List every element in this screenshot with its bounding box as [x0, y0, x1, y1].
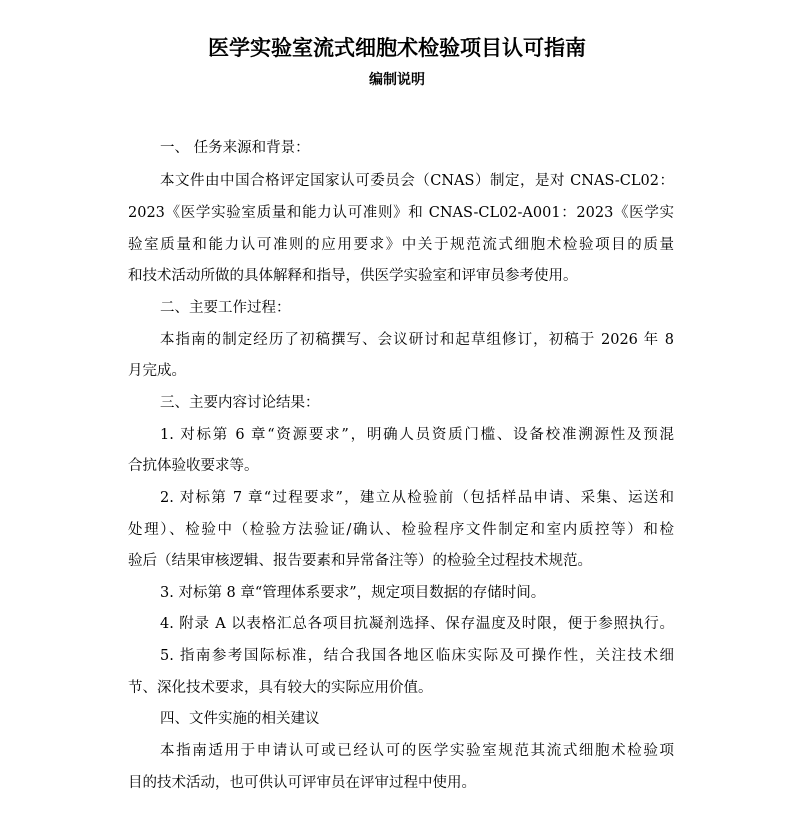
section-heading-1: 一、 任务来源和背景：: [160, 140, 310, 156]
paragraph-line: 本指南适用于申请认可或已经认可的医学实验室规范其流式细胞术检验项: [160, 743, 674, 759]
list-item-line: 1. 对标第 6 章“资源要求”，明确人员资质门槛、设备校准溯源性及预混: [160, 427, 674, 443]
list-item-line: 节、深化技术要求，具有较大的实际应用价值。: [128, 680, 433, 696]
list-item-line: 3. 对标第 8 章“管理体系要求”，规定项目数据的存储时间。: [160, 585, 546, 601]
list-item-line: 验后（结果审核逻辑、报告要素和异常备注等）的检验全过程技术规范。: [128, 553, 592, 569]
list-item-line: 合抗体验收要求等。: [128, 458, 259, 474]
list-item-line: 5. 指南参考国际标准，结合我国各地区临床实际及可操作性，关注技术细: [160, 648, 674, 664]
document-subtitle: 编制说明: [369, 72, 425, 88]
paragraph-line: 目的技术活动，也可供认可评审员在评审过程中使用。: [128, 775, 476, 791]
paragraph-line: 月完成。: [128, 363, 186, 379]
list-item-line: 2. 对标第 7 章“过程要求”，建立从检验前（包括样品申请、采集、运送和: [160, 490, 674, 506]
paragraph-line: 和技术活动所做的具体解释和指导，供医学实验室和评审员参考使用。: [128, 268, 578, 284]
paragraph-line: 2023《医学实验室质量和能力认可准则》和 CNAS-CL02-A001：2023《医学实: [128, 205, 674, 221]
document-title: 医学实验室流式细胞术检验项目认可指南: [208, 36, 586, 60]
paragraph-line: 本指南的制定经历了初稿撰写、会议研讨和起草组修订，初稿于 2026 年 8: [160, 332, 674, 348]
paragraph-line: 验室质量和能力认可准则的应用要求》中关于规范流式细胞术检验项目的质量: [128, 237, 674, 253]
section-heading-3: 三、主要内容讨论结果：: [160, 395, 320, 411]
list-item-line: 4. 附录 A 以表格汇总各项目抗凝剂选择、保存温度及时限，便于参照执行。: [160, 616, 674, 632]
paragraph-line: 本文件由中国合格评定国家认可委员会（CNAS）制定，是对 CNAS-CL02：: [160, 173, 674, 189]
section-heading-4: 四、文件实施的相关建议: [160, 711, 320, 727]
list-item-line: 处理）、检验中（检验方法验证/确认、检验程序文件制定和室内质控等）和检: [128, 522, 674, 538]
section-heading-2: 二、主要工作过程：: [160, 300, 291, 316]
